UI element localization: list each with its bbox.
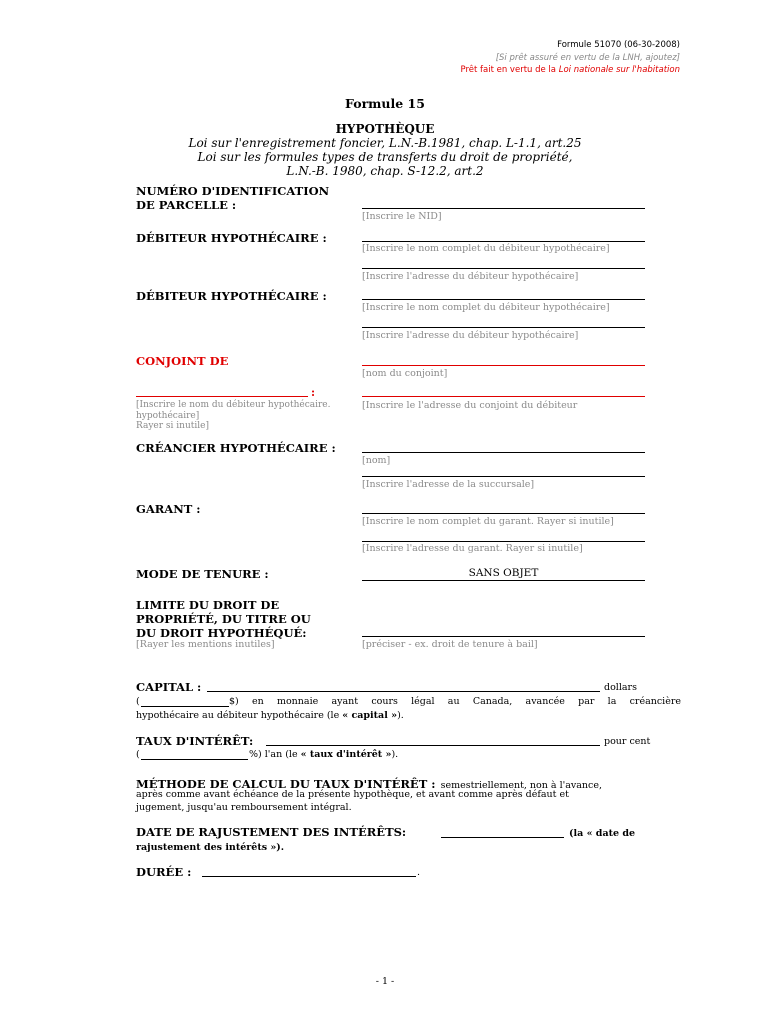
method-label: MÉTHODE DE CALCUL DU TAUX D'INTÉRÊT :: [136, 777, 436, 791]
debtor-1-label: DÉBITEUR HYPOTHÉCAIRE :: [136, 231, 327, 245]
creditor-name-line[interactable]: [362, 452, 645, 453]
law-line-3: L.N.-B. 1980, chap. S-12.2, art.2: [286, 164, 484, 178]
pid-label-2: DE PARCELLE :: [136, 198, 237, 212]
capital-text-3: [136, 710, 404, 721]
adjust-line-2: rajustement des intérêts »).: [136, 842, 285, 853]
limit-label-3: DU DROIT HYPOTHÉQUÉ:: [136, 626, 307, 640]
law-line-1: Loi sur l'enregistrement foncier, L.N.-B.1981, chap. L-1.1, art.25: [188, 136, 582, 150]
limit-line[interactable]: [362, 636, 645, 637]
law-line-2: Loi sur les formules types de transferts du droit de propriété,: [197, 150, 573, 164]
spouse-address-line[interactable]: [362, 396, 645, 397]
adjust-label: DATE DE RAJUSTEMENT DES INTÉRÊTS:: [136, 825, 407, 839]
debtor-2-name-line[interactable]: [362, 299, 645, 300]
insured-note: [Si prêt assuré en vertu de la LNH, ajoutez]: [495, 53, 680, 63]
duration-line[interactable]: [202, 876, 416, 877]
creditor-label: CRÉANCIER HYPOTHÉCAIRE :: [136, 441, 336, 455]
guarantor-name-hint: [Inscrire le nom complet du garant. Rayer si inutile]: [362, 516, 614, 527]
limit-right-hint: [préciser - ex. droit de tenure à bail]: [362, 639, 538, 650]
interest-text-2b: %) l'an (le: [249, 749, 301, 760]
guarantor-name-line[interactable]: [362, 513, 645, 514]
method-text-3: jugement, jusqu'au remboursement intégral.: [136, 802, 352, 813]
loan-act: Loi nationale sur l'habitation: [558, 65, 680, 75]
interest-words-line[interactable]: [266, 745, 600, 746]
limit-left-hint: [Rayer les mentions inutiles]: [136, 639, 275, 650]
interest-label: TAUX D'INTÉRÊT:: [136, 734, 254, 748]
spouse-address-hint: [Inscrire le l'adresse du conjoint du débiteur: [362, 400, 578, 411]
capital-term: « capital »: [342, 710, 398, 721]
adjust-date-line[interactable]: [441, 837, 564, 838]
capital-words-line[interactable]: [207, 691, 600, 692]
debtor-2-address-line[interactable]: [362, 327, 645, 328]
tenure-value: SANS OBJET: [468, 567, 539, 579]
spouse-name-line[interactable]: [362, 365, 645, 366]
method-text-2: après comme avant échéance de la présente hypothèque, et avant comme après défaut et: [136, 789, 569, 800]
capital-dollars: dollars: [604, 682, 637, 693]
page-number: - 1 -: [375, 976, 395, 987]
tenure-label: MODE DE TENURE :: [136, 567, 269, 581]
spouse-name-hint: [nom du conjoint]: [362, 368, 448, 379]
duration-label: DURÉE :: [136, 865, 192, 879]
interest-rate-line[interactable]: [141, 759, 248, 760]
debtor-1-name-line[interactable]: [362, 241, 645, 242]
spouse-debtor-line[interactable]: [136, 396, 308, 397]
pid-label-1: NUMÉRO D'IDENTIFICATION: [136, 184, 330, 198]
method-text-1: semestriellement, non à l'avance,: [440, 780, 603, 791]
debtor-1-name-hint: [Inscrire le nom complet du débiteur hypothécaire]: [362, 243, 610, 254]
interest-text-2: [249, 749, 398, 760]
capital-text-3a: hypothécaire au débiteur hypothécaire (le: [136, 710, 343, 721]
debtor-2-address-hint: [Inscrire l'adresse du débiteur hypothécaire]: [362, 330, 579, 341]
loan-prefix: Prêt fait en vertu de la: [460, 65, 559, 75]
capital-text-2: $) en monnaie ayant cours légal au Canada, avancée par la créancière: [229, 696, 681, 707]
debtor-1-address-line[interactable]: [362, 268, 645, 269]
capital-amount-line[interactable]: [141, 706, 229, 707]
guarantor-label: GARANT :: [136, 502, 201, 516]
capital-label: CAPITAL :: [136, 680, 202, 694]
pid-hint: [Inscrire le NID]: [362, 211, 442, 222]
debtor-2-name-hint: [Inscrire le nom complet du débiteur hypothécaire]: [362, 302, 610, 313]
limit-label-2: PROPRIÉTÉ, DU TITRE OU: [136, 612, 311, 626]
document-title: HYPOTHÈQUE: [335, 122, 435, 136]
debtor-2-label: DÉBITEUR HYPOTHÉCAIRE :: [136, 289, 327, 303]
interest-term: « taux d'intérêt »: [300, 749, 392, 760]
guarantor-address-line[interactable]: [362, 541, 645, 542]
spouse-left-hint-3: Rayer si inutile]: [136, 421, 209, 431]
capital-paren: (: [136, 696, 140, 707]
form-title: Formule 15: [345, 96, 425, 111]
interest-percent: pour cent: [604, 736, 651, 747]
spouse-left-hint-2: hypothécaire]: [136, 411, 200, 421]
guarantor-address-hint: [Inscrire l'adresse du garant. Rayer si inutile]: [362, 543, 583, 554]
tenure-line[interactable]: [362, 580, 645, 581]
form-number: Formule 51070 (06-30-2008): [557, 40, 680, 50]
interest-paren: (: [136, 749, 140, 760]
pid-field-line[interactable]: [362, 208, 645, 209]
debtor-1-address-hint: [Inscrire l'adresse du débiteur hypothécaire]: [362, 271, 579, 282]
loan-note: [460, 65, 680, 75]
creditor-address-hint: [Inscrire l'adresse de la succursale]: [362, 479, 535, 490]
duration-tail: .: [417, 867, 421, 878]
limit-label-1: LIMITE DU DROIT DE: [136, 598, 280, 612]
adjust-tail: (la « date de: [569, 828, 636, 839]
capital-text-3c: ).: [397, 710, 404, 721]
spouse-label: CONJOINT DE: [136, 354, 229, 368]
spouse-colon: :: [311, 386, 316, 399]
creditor-address-line[interactable]: [362, 476, 645, 477]
interest-text-2d: ).: [391, 749, 399, 760]
spouse-left-hint-1: [Inscrire le nom du débiteur hypothécaire.: [136, 400, 331, 410]
creditor-name-hint: [nom]: [362, 455, 391, 466]
